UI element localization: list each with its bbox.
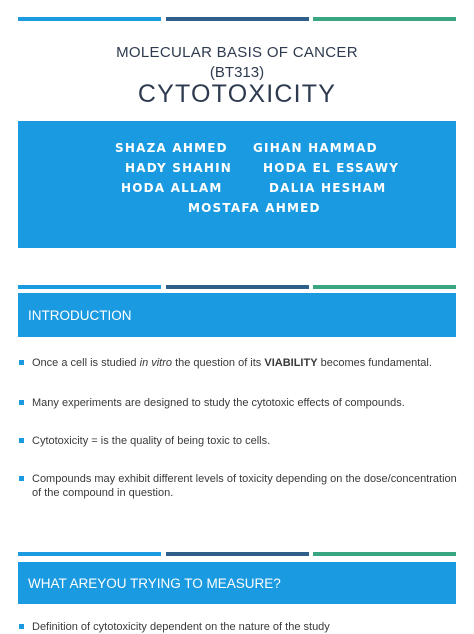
author-5: HODA ALLAM [121, 181, 223, 195]
measure-header [18, 562, 456, 604]
course-name: MOLECULAR BASIS OF CANCER [116, 44, 358, 61]
course-code: (BT313) [209, 64, 265, 81]
bullet-icon [19, 624, 24, 629]
bullet-text: the question of its [172, 357, 265, 369]
bullet-text: becomes fundamental. [317, 357, 432, 369]
bullet-icon [19, 438, 24, 443]
bullet-bold: VIABILITY [264, 357, 318, 369]
bullet-text: Compounds may exhibit different levels of toxicity depending on the dose/concentration of the compound in question. [32, 473, 457, 499]
slide3-stripe-green [313, 552, 456, 556]
bullet-icon [19, 400, 24, 405]
bullet-italic: in vitro [139, 357, 173, 369]
top-stripe-green [313, 17, 456, 21]
bullet-text: Once a cell is studied [32, 357, 140, 369]
author-4: HODA EL ESSAWY [263, 161, 400, 175]
author-2: GIHAN HAMMAD [253, 141, 378, 155]
introduction-title: INTRODUCTION [28, 307, 132, 323]
slide3-stripe-dark [166, 552, 309, 556]
bullet-icon [19, 360, 24, 365]
introduction-header [18, 293, 456, 337]
author-7: MOSTAFA AHMED [188, 201, 321, 215]
slide2-stripe-dark [166, 285, 309, 289]
top-stripe-blue [18, 17, 161, 21]
list-item [18, 434, 458, 448]
slide2-stripe-green [313, 285, 456, 289]
bullet-text: Cytotoxicity = is the quality of being toxic to cells. [32, 435, 271, 447]
author-1: SHAZA AHMED [115, 141, 228, 155]
top-stripe-dark [166, 17, 309, 21]
bullet-icon [19, 476, 24, 481]
author-3: HADY SHAHIN [125, 161, 233, 175]
slide2-stripe-blue [18, 285, 161, 289]
list-item [18, 396, 458, 410]
author-6: DALIA HESHAM [269, 181, 387, 195]
bullet-text: Many experiments are designed to study the cytotoxic effects of compounds. [32, 397, 405, 409]
measure-title: WHAT AREYOU TRYING TO MEASURE? [28, 575, 281, 591]
page-title: CYTOTOXICITY [137, 80, 337, 108]
bullet-text: Definition of cytotoxicity dependent on the nature of the study [32, 621, 330, 633]
list-item [18, 356, 458, 370]
authors-panel [18, 121, 456, 248]
list-item [18, 472, 458, 500]
slide3-stripe-blue [18, 552, 161, 556]
